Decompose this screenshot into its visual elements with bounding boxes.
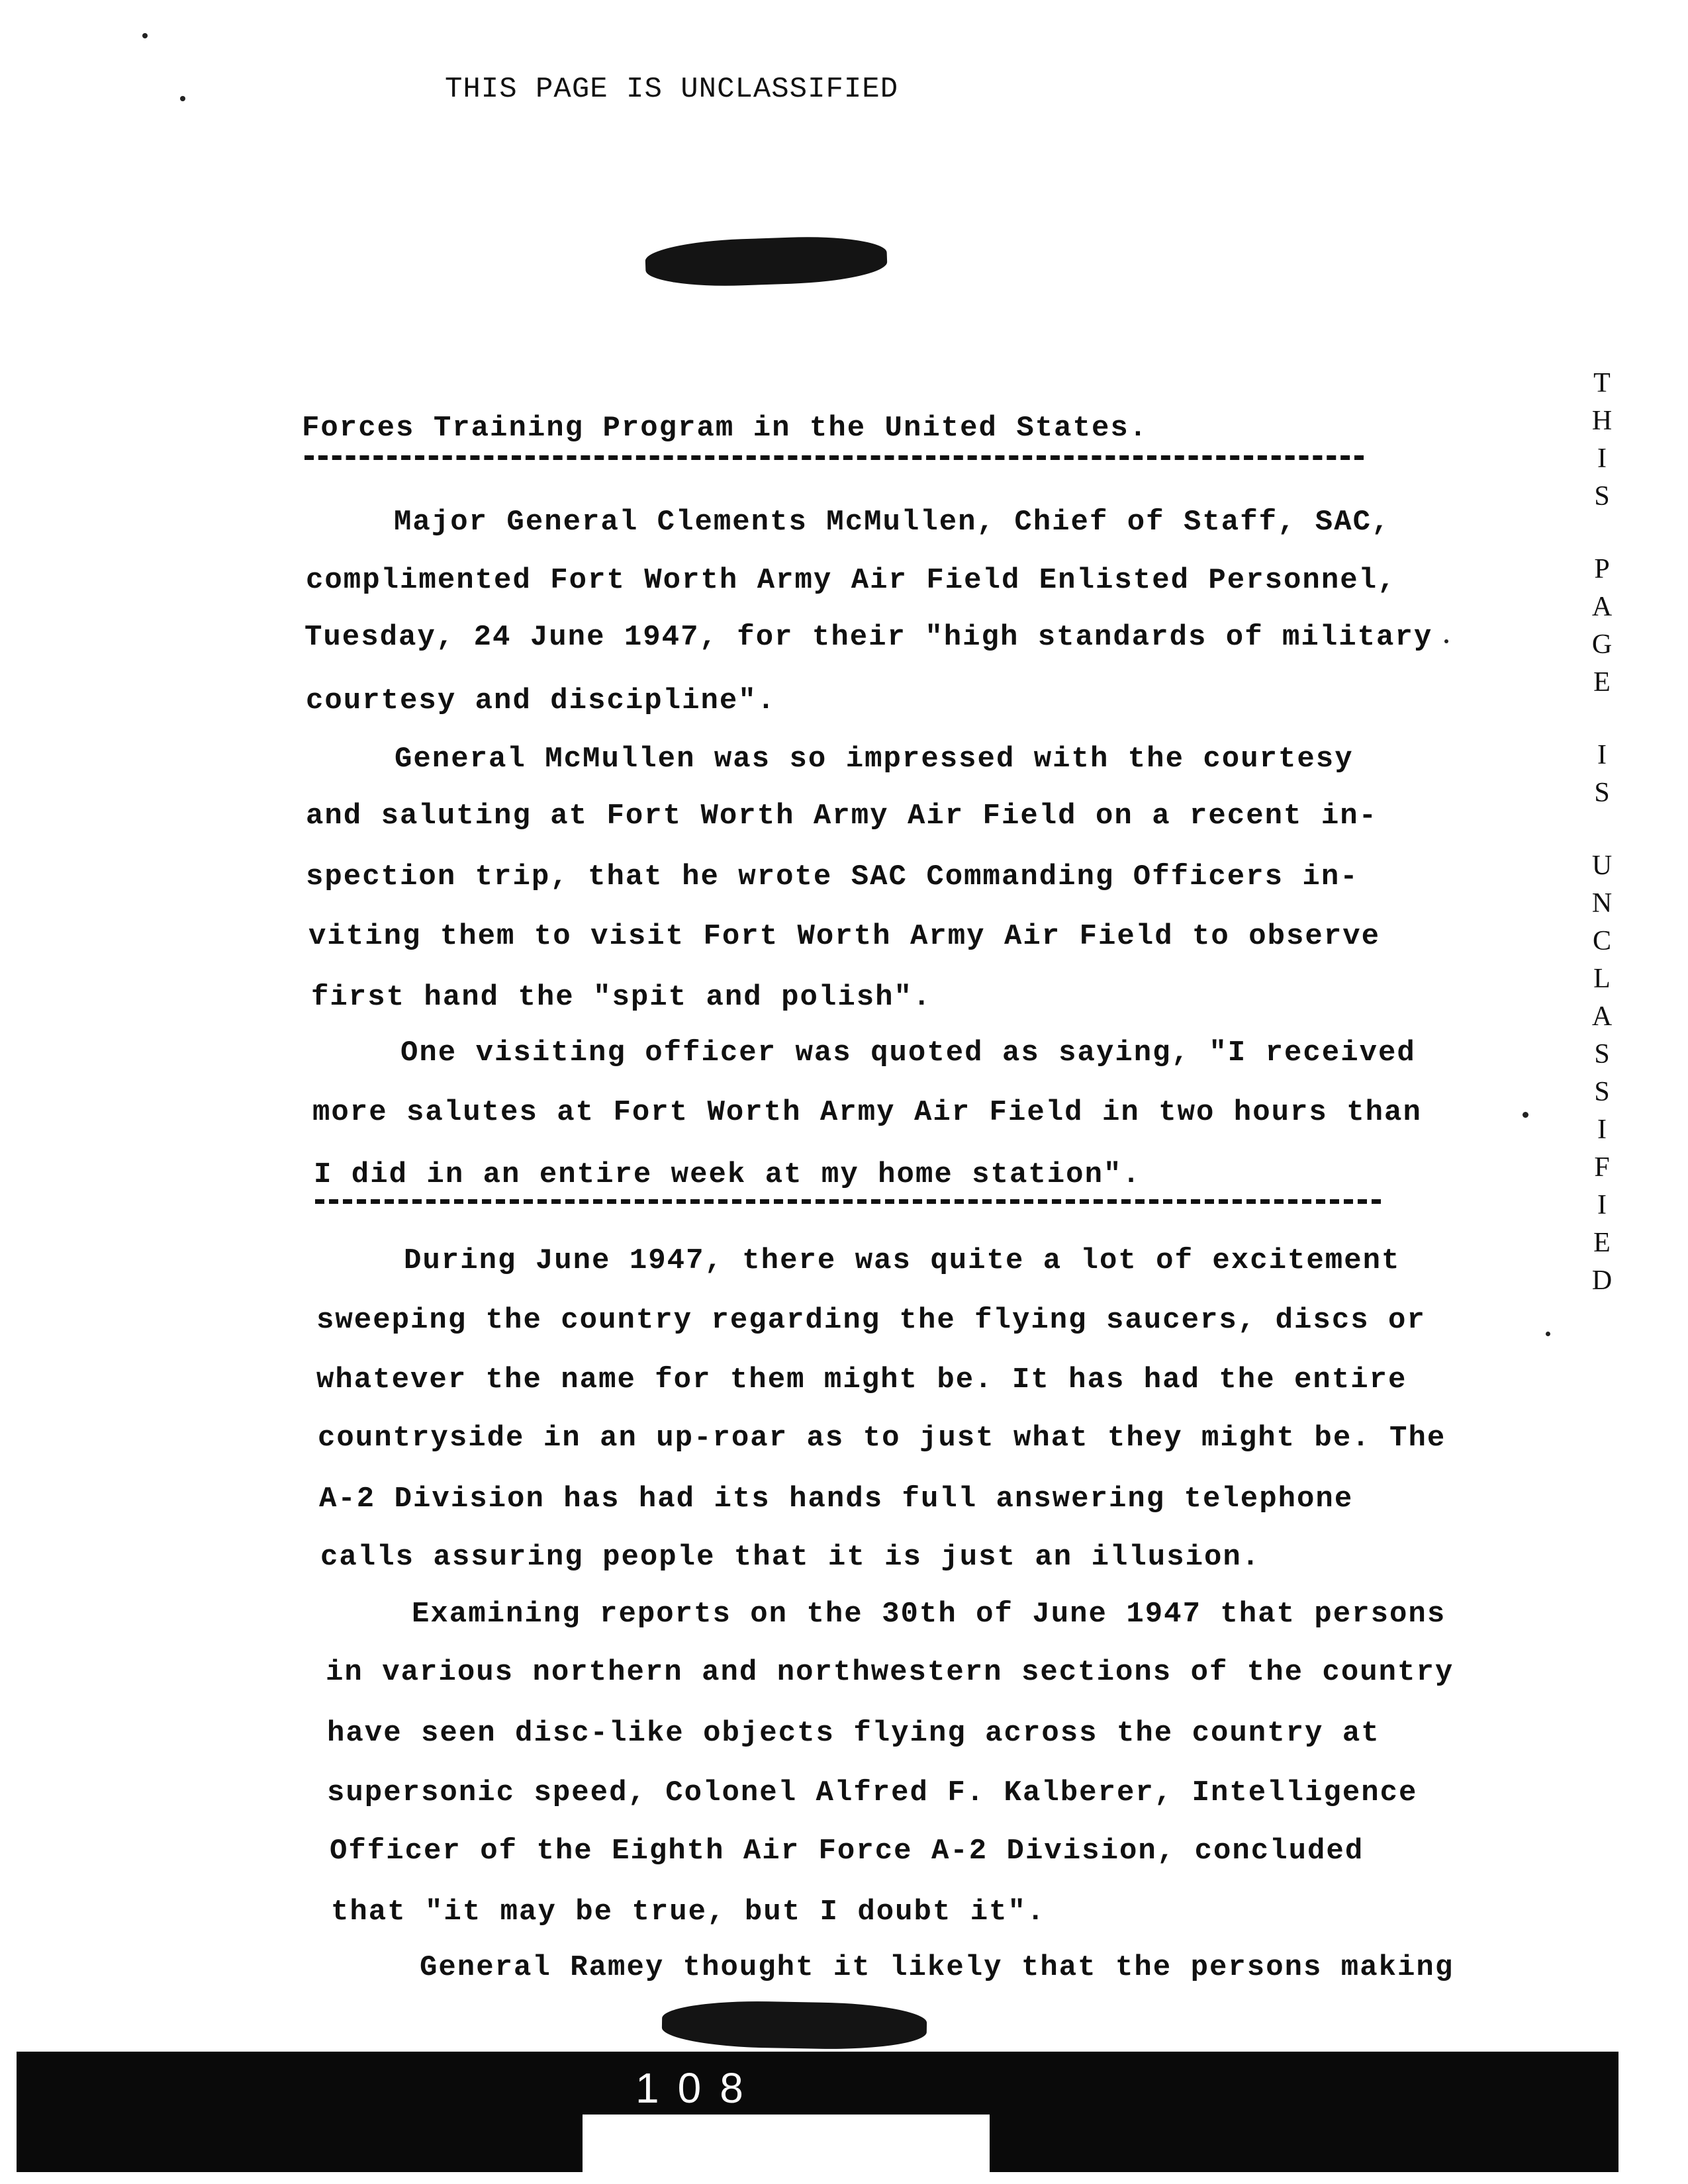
- stamp-gap: [1585, 815, 1618, 850]
- scan-speck: [180, 96, 185, 101]
- body-line-3: complimented Fort Worth Army Air Field Enlisted Personnel,: [306, 564, 1397, 597]
- body-line-18: A-2 Division has had its hands full answering telephone: [319, 1482, 1354, 1516]
- body-line-17: countryside in an up-roar as to just what they might be. The: [318, 1422, 1446, 1455]
- stamp-gap: [1585, 519, 1618, 554]
- scan-speck: [1546, 1332, 1550, 1336]
- body-line-6: General McMullen was so impressed with the courtesy: [395, 743, 1354, 776]
- body-line-8: spection trip, that he wrote SAC Commanding Officers in-: [306, 860, 1359, 893]
- body-line-7: and saluting at Fort Worth Army Air Field on a recent in-: [306, 799, 1378, 833]
- footer-notch: [583, 2115, 990, 2184]
- scan-speck: [142, 33, 148, 38]
- scan-speck: [1444, 639, 1448, 643]
- body-line-5: courtesy and discipline".: [306, 684, 776, 717]
- body-line-14: During June 1947, there was quite a lot of excitement: [404, 1244, 1401, 1277]
- vertical-classification-stamp: [1585, 368, 1618, 1303]
- dashed-separator-1: [305, 455, 1364, 460]
- body-line-21: in various northern and northwestern sections of the country: [326, 1656, 1454, 1689]
- body-line-25: that "it may be true, but I doubt it".: [331, 1895, 1046, 1929]
- stamp-word: PAGE: [1587, 554, 1617, 705]
- page-number: 108: [635, 2064, 762, 2112]
- stamp-gap: [1585, 705, 1618, 740]
- body-line-4: Tuesday, 24 June 1947, for their "high standards of military: [305, 621, 1433, 654]
- stamp-word: THIS: [1587, 368, 1617, 519]
- body-line-2: Major General Clements McMullen, Chief of Staff, SAC,: [394, 506, 1391, 539]
- body-line-13: I did in an entire week at my home station".: [314, 1158, 1141, 1191]
- body-line-23: supersonic speed, Colonel Alfred F. Kalberer, Intelligence: [327, 1776, 1418, 1809]
- body-line-22: have seen disc-like objects flying across the country at: [327, 1717, 1380, 1750]
- body-line-16: whatever the name for them might be. It has had the entire: [316, 1363, 1407, 1396]
- body-line-24: Officer of the Eighth Air Force A-2 Division, concluded: [330, 1835, 1364, 1868]
- body-line-26: General Ramey thought it likely that the persons making: [420, 1951, 1454, 1984]
- stamp-word: IS: [1587, 740, 1617, 815]
- scan-speck: [1523, 1112, 1528, 1118]
- body-line-10: first hand the "spit and polish".: [311, 981, 932, 1014]
- stamp-word: UNCLASSIFIED: [1587, 850, 1617, 1303]
- body-line-12: more salutes at Fort Worth Army Air Field in two hours than: [312, 1096, 1422, 1129]
- redaction-mark-top: [645, 234, 888, 289]
- body-line-11: One visiting officer was quoted as saying, "I received: [400, 1036, 1416, 1069]
- body-line-20: Examining reports on the 30th of June 1947 that persons: [412, 1598, 1446, 1631]
- body-line-9: viting them to visit Fort Worth Army Air Field to observe: [308, 920, 1381, 953]
- classification-header: THIS PAGE IS UNCLASSIFIED: [445, 73, 899, 106]
- redaction-mark-bottom: [661, 2000, 927, 2051]
- dashed-separator-2: [315, 1199, 1381, 1204]
- body-line-19: calls assuring people that it is just an illusion.: [320, 1541, 1261, 1574]
- body-line-15: sweeping the country regarding the flying saucers, discs or: [316, 1304, 1426, 1337]
- body-line-1: Forces Training Program in the United States.: [302, 412, 1149, 445]
